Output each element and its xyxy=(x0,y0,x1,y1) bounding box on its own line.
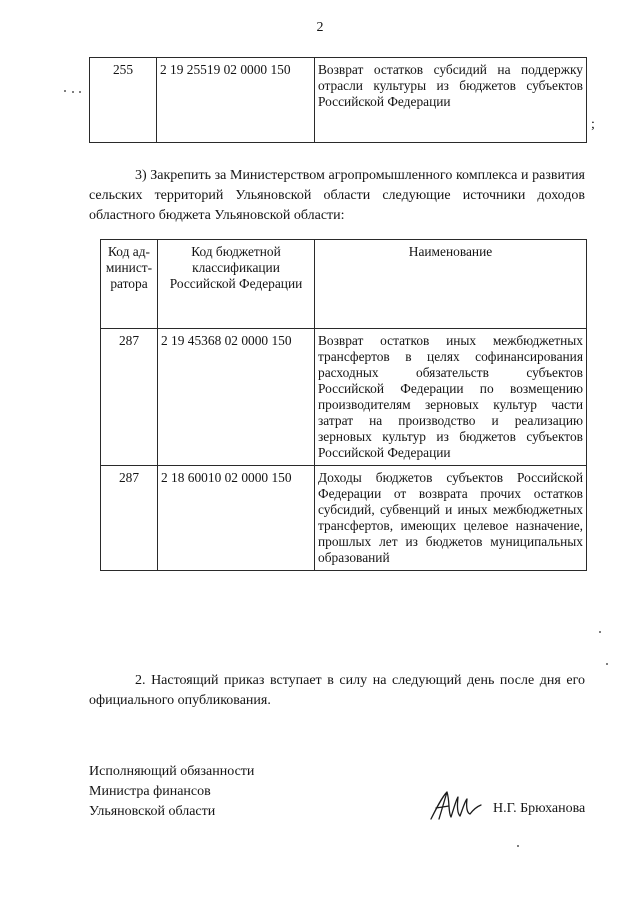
revenue-name-cell: Доходы бюджетов субъектов Российской Федерации от возврата прочих остатков субсидий, субвенций и иных межбюджетных трансфертов, имеющих целевое назначение, прошлых лет из бюджетов муниципальных образований xyxy=(315,466,587,571)
position-line: Исполняющий обязанности xyxy=(89,764,255,779)
revenue-sources-table xyxy=(100,239,587,571)
paragraph-item-3: 3) Закрепить за Министерством агропромышленного комплекса и развития сельских территорий Ульяновской области следующие источники доходов областного бюджета Ульяновской области: xyxy=(89,168,585,223)
admin-code-cell: 287 xyxy=(101,466,158,571)
table-trailing-semicolon: ; xyxy=(591,117,595,132)
handwritten-signature-icon xyxy=(428,788,484,824)
budget-code-cell: 2 18 60010 02 0000 150 xyxy=(158,466,315,571)
position-line: Министра финансов xyxy=(89,784,211,799)
budget-code-cell: 2 19 45368 02 0000 150 xyxy=(158,329,315,466)
admin-code-cell: 287 xyxy=(101,329,158,466)
header-name: Наименование xyxy=(315,240,587,329)
position-line: Ульяновской области xyxy=(89,804,216,819)
page-number: 2 xyxy=(316,20,324,35)
revenue-name-cell: Возврат остатков иных межбюджетных трансфертов в целях софинансирования расходных обязательств субъектов Российской Федерации по возмещению производителям зерновых культур части затрат на производство и реализацию зерновых культур из бюджетов субъектов Российской Федерации xyxy=(315,329,587,466)
scan-speck xyxy=(79,91,81,93)
scan-speck xyxy=(517,845,519,847)
table-header-row xyxy=(101,240,587,329)
table-row xyxy=(101,466,587,571)
budget-code-cell: 2 19 25519 02 0000 150 xyxy=(157,58,315,143)
admin-code-cell: 255 xyxy=(90,58,157,143)
revenue-name-cell: Возврат остатков субсидий на поддержку отрасли культуры из бюджетов субъектов Российской Федерации xyxy=(315,58,587,143)
table-row xyxy=(101,329,587,466)
scan-speck xyxy=(599,631,601,633)
signer-name: Н.Г. Брюханова xyxy=(493,801,586,816)
table-row xyxy=(90,58,587,143)
header-budget-code: Код бюджетной классификации Российской Федерации xyxy=(158,240,315,329)
scan-speck xyxy=(64,90,66,92)
scan-speck xyxy=(72,91,74,93)
paragraph-item-2-effective-date: 2. Настоящий приказ вступает в силу на следующий день после дня его официального опубликования. xyxy=(89,673,585,708)
revenue-table-continued xyxy=(89,57,587,143)
signatory-position xyxy=(89,762,254,822)
header-admin-code: Код ад-минист-ратора xyxy=(101,240,158,329)
scan-speck xyxy=(606,663,608,665)
